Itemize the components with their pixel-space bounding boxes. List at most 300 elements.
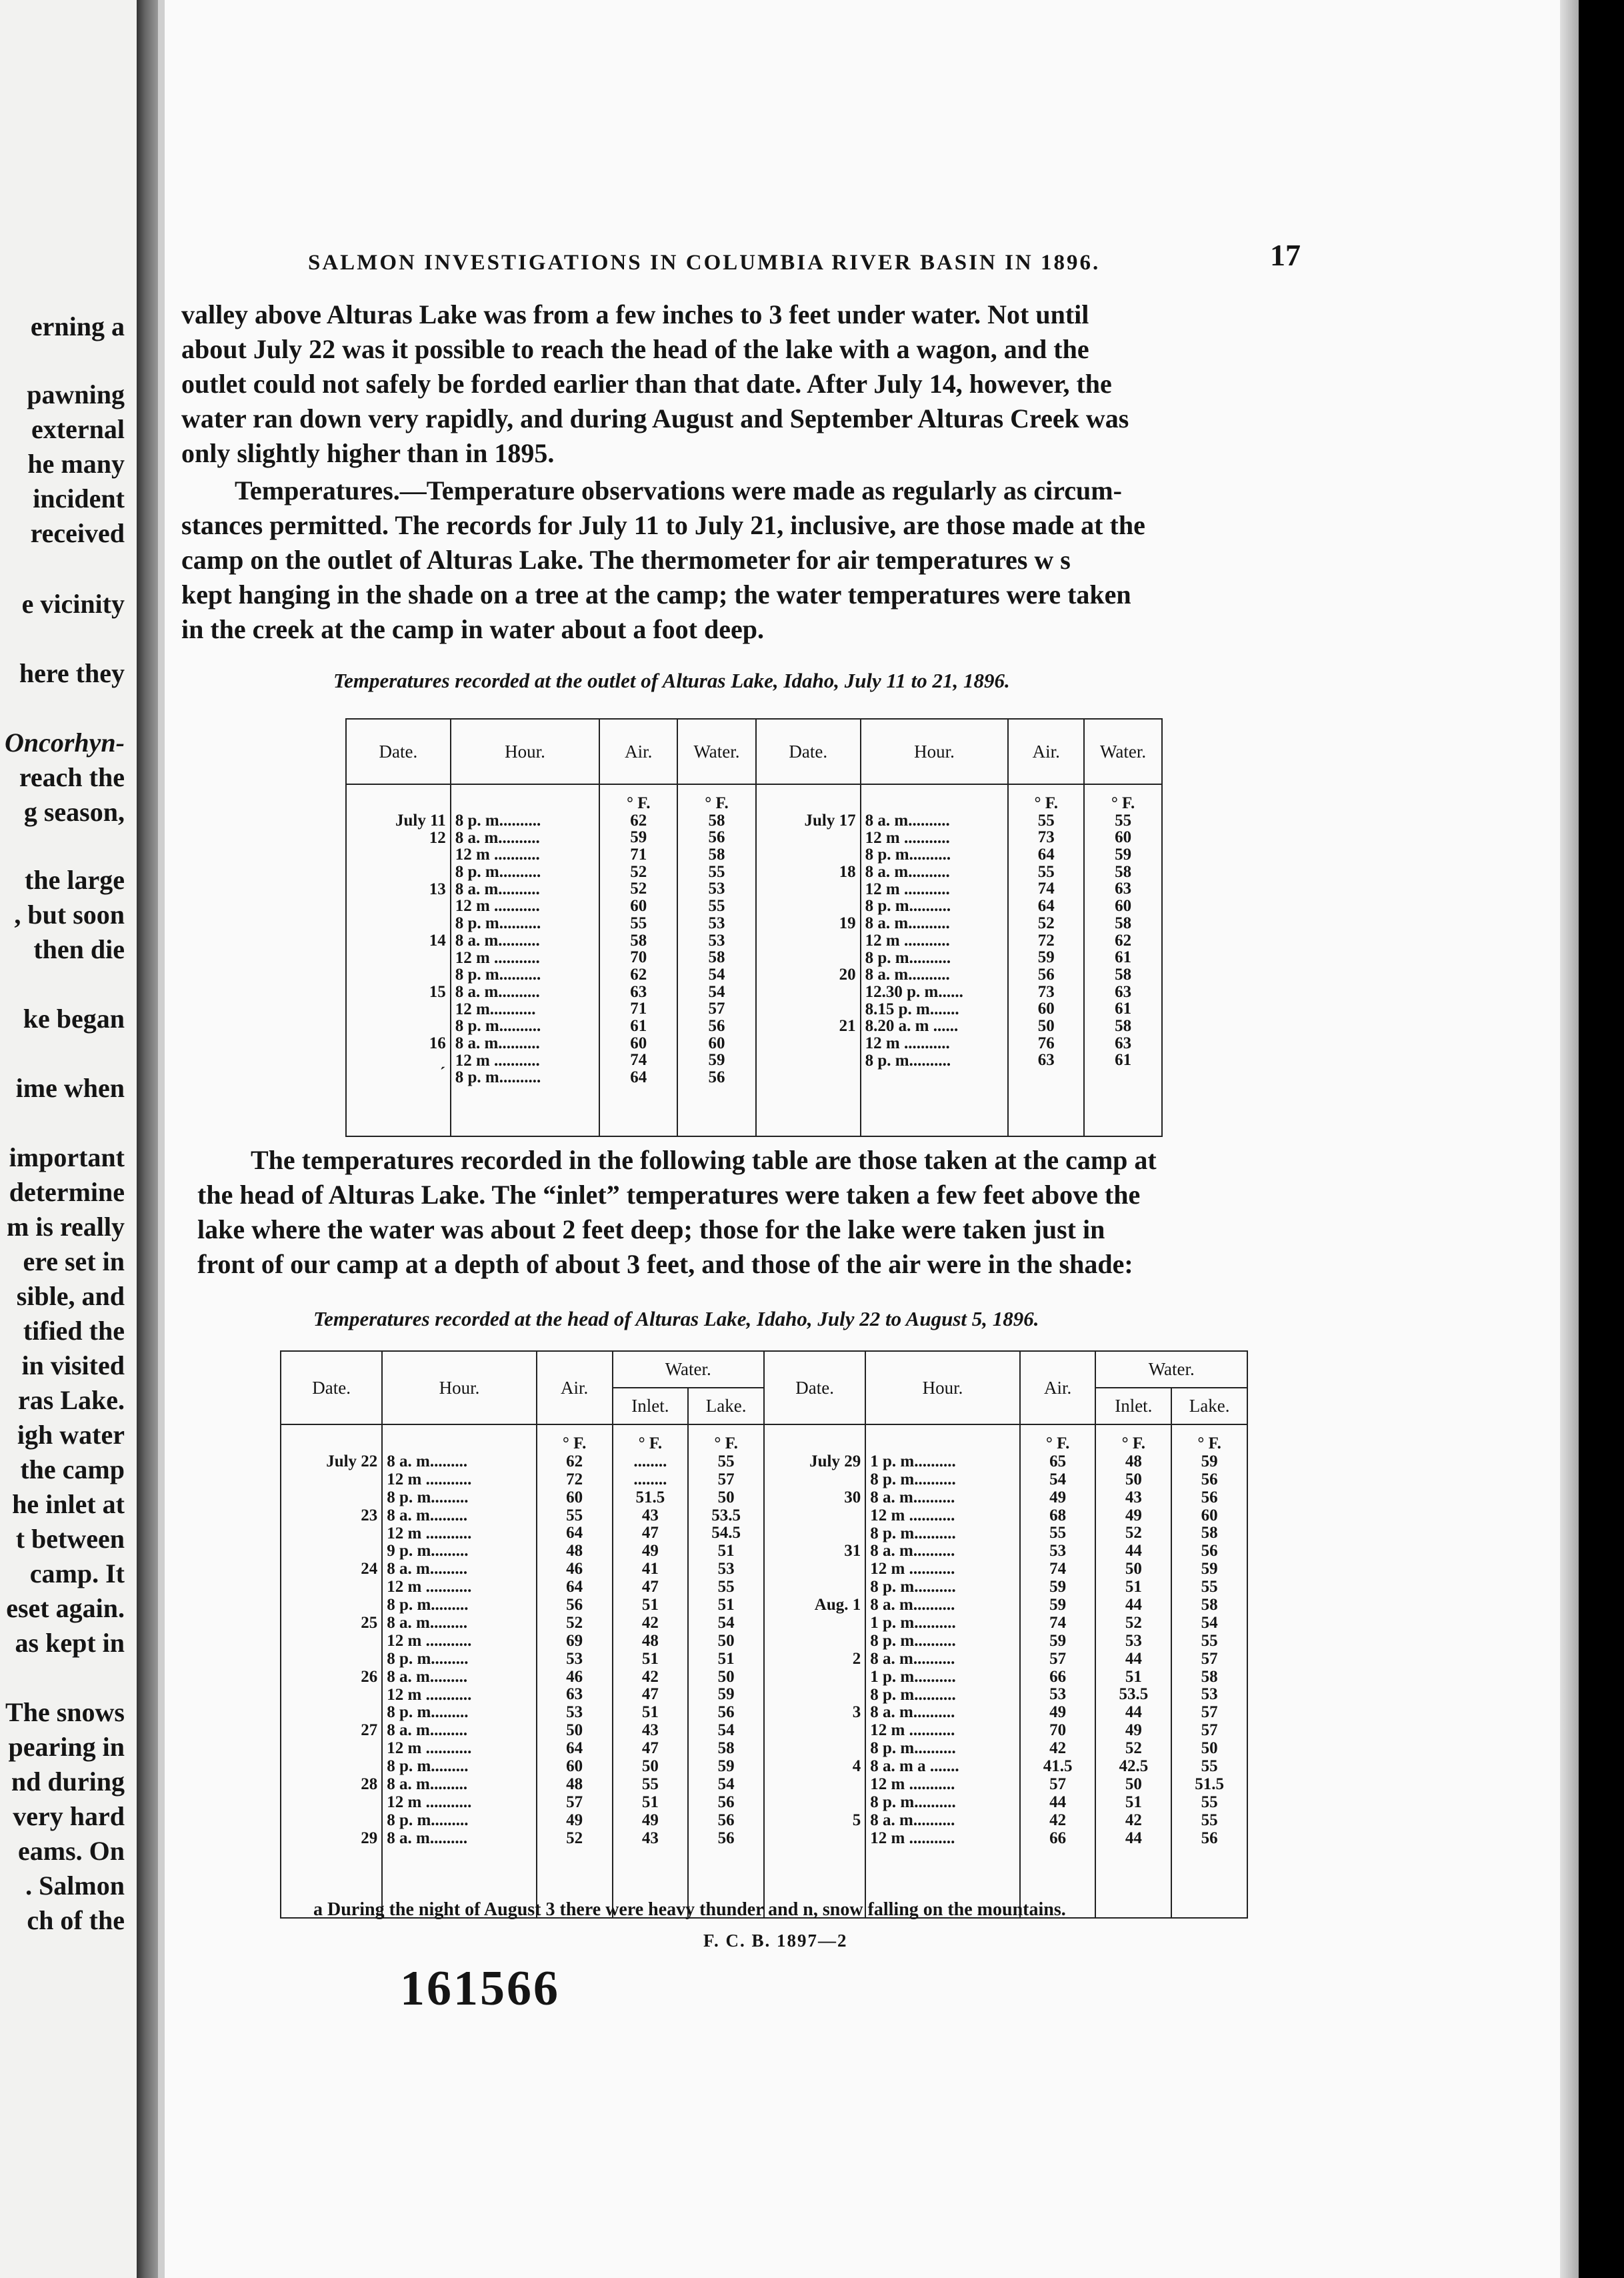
- prev-page-line: erning a: [30, 311, 125, 341]
- table-cell: 12 m ...........: [865, 880, 950, 898]
- table-cell: 66: [1049, 1667, 1067, 1686]
- table-cell: 50: [1125, 1775, 1142, 1793]
- table-cell: 8 p. m..........: [870, 1524, 956, 1542]
- table-cell: 50: [717, 1488, 735, 1506]
- table-cell: 56: [708, 1068, 725, 1086]
- table-cell: 59: [1049, 1596, 1067, 1614]
- table-cell: 8 a. m.........: [387, 1775, 468, 1794]
- table-cell: 8 p. m..........: [870, 1793, 956, 1811]
- table-cell: 55: [717, 1578, 735, 1596]
- table-cell: [351, 1069, 446, 1086]
- prev-page-line: in visited: [21, 1350, 125, 1380]
- t2-header-hour: Hour.: [382, 1351, 537, 1424]
- table-cell: 56: [1201, 1488, 1218, 1506]
- table-cell: 1 p. m..........: [870, 1452, 956, 1470]
- table-cell: 44: [1125, 1649, 1142, 1668]
- table-cell: 55: [1201, 1811, 1218, 1829]
- table-cell: 56: [717, 1811, 735, 1829]
- scan-frame: [1579, 0, 1624, 2278]
- table-cell: 12 m ...........: [387, 1685, 472, 1704]
- table-cell: 51: [641, 1703, 659, 1722]
- table-cell: 8 a. m..........: [870, 1703, 955, 1722]
- prev-page-line: eams. On: [18, 1836, 125, 1866]
- table-cell: 58: [1115, 1016, 1132, 1035]
- prev-page-line: incident: [33, 483, 125, 513]
- table-cell: 12.30 p. m......: [865, 982, 963, 1001]
- table-cell: 60: [708, 1034, 725, 1052]
- signature-mark: F. C. B. 1897—2: [703, 1931, 848, 1951]
- table-cell: 55: [1201, 1793, 1218, 1811]
- table-cell: 41.5: [1043, 1757, 1073, 1776]
- running-head: SALMON INVESTIGATIONS IN COLUMBIA RIVER BASIN IN 1896.: [308, 251, 1101, 275]
- table-cell: 8 a. m..........: [870, 1649, 955, 1668]
- t2-left-air: [537, 1424, 613, 1918]
- t2-left-dates: [281, 1424, 382, 1918]
- table-cell: 59: [1115, 846, 1132, 864]
- paragraph3-line: lake where the water was about 2 feet deep; those for the lake were taken just in: [197, 1214, 1105, 1244]
- table-cell: 58: [1115, 914, 1132, 932]
- table-cell: [769, 1507, 861, 1525]
- table-cell: 61: [1115, 948, 1132, 967]
- table-cell: 62: [630, 811, 647, 830]
- table-cell: 58: [717, 1739, 735, 1758]
- prev-page-line: , but soon: [14, 900, 125, 930]
- prev-page-line: as kept in: [15, 1628, 125, 1658]
- table-cell: 43: [641, 1721, 659, 1740]
- prev-page-line: The snows: [5, 1697, 125, 1727]
- table-cell: 71: [630, 846, 647, 864]
- table-cell: [769, 1686, 861, 1704]
- prev-page-line: e vicinity: [21, 589, 125, 619]
- table-cell: 50: [717, 1631, 735, 1650]
- table-cell: 57: [1049, 1649, 1067, 1668]
- table-cell: 8 p. m..........: [865, 1051, 951, 1070]
- t1-right-dates: [756, 784, 861, 1136]
- table-cell: [761, 830, 856, 847]
- table-cell: 51: [717, 1542, 735, 1560]
- table-cell: 58: [1115, 965, 1132, 984]
- table-cell: 58: [708, 846, 725, 864]
- table-cell: [285, 1489, 377, 1507]
- t2-header-date: Date.: [281, 1351, 382, 1424]
- table-cell: 54.5: [711, 1524, 741, 1542]
- table-cell: 51: [717, 1649, 735, 1668]
- table-cell: [769, 1794, 861, 1812]
- table-cell: 21: [839, 1017, 856, 1036]
- table-cell: 60: [1115, 897, 1132, 916]
- t1-left-hours: [451, 784, 600, 1136]
- paragraph2-line: kept hanging in the shade on a tree at the camp; the water temperatures were taken: [181, 580, 1131, 610]
- paragraph3-line: front of our camp at a depth of about 3 feet, and those of the air were in the shade:: [197, 1249, 1133, 1279]
- table-cell: 53.5: [711, 1506, 741, 1524]
- t2-right-lake: [1171, 1424, 1247, 1918]
- table-cell: 55: [708, 862, 725, 881]
- t1-header-water-2: Water.: [1084, 719, 1162, 784]
- table-cell: 8 p. m..........: [455, 1017, 541, 1036]
- table-2: [280, 1350, 1248, 1919]
- table-cell: 5: [852, 1811, 861, 1829]
- table-cell: 12 m ...........: [870, 1829, 955, 1847]
- table-cell: 54: [1049, 1470, 1067, 1488]
- prev-page-line: the large: [25, 865, 125, 895]
- table-cell: 57: [708, 1000, 725, 1018]
- table-cell: 12 m ...........: [865, 1034, 950, 1052]
- table-cell: 49: [1049, 1703, 1067, 1722]
- table-cell: 12 m ...........: [387, 1631, 472, 1650]
- table-cell: 58: [1201, 1524, 1218, 1542]
- table-cell: [761, 846, 856, 864]
- table-cell: 8 a. m..........: [870, 1488, 955, 1506]
- prev-page-line: sible, and: [16, 1281, 125, 1311]
- prev-page-line: received: [30, 518, 125, 548]
- table-cell: 64: [1037, 897, 1055, 916]
- t2-right-air: [1020, 1424, 1096, 1918]
- table-cell: 54: [717, 1613, 735, 1632]
- table-cell: [285, 1578, 377, 1596]
- table-cell: 23: [361, 1506, 378, 1524]
- unit-label: ° F.: [1045, 1434, 1070, 1452]
- previous-page-fragment: [0, 0, 137, 2278]
- prev-page-line: external: [31, 414, 125, 444]
- table-cell: 55: [630, 914, 647, 932]
- table-cell: 49: [1125, 1721, 1142, 1740]
- prev-page-line: tified the: [23, 1316, 125, 1346]
- table-cell: 12 m ...........: [865, 828, 950, 847]
- table-cell: 56: [1201, 1829, 1218, 1847]
- prev-page-line: very hard: [13, 1801, 125, 1831]
- paragraph1-line: water ran down very rapidly, and during August and September Alturas Creek was: [181, 403, 1129, 433]
- table-cell: 43: [1125, 1488, 1142, 1506]
- table-cell: ........: [633, 1452, 667, 1470]
- t2-right-dates: [764, 1424, 865, 1918]
- table-cell: 8 p. m..........: [870, 1739, 956, 1758]
- table-cell: 12 m ...........: [387, 1524, 472, 1542]
- table-cell: 25: [361, 1614, 378, 1632]
- table-cell: 53: [1049, 1685, 1067, 1704]
- table-cell: 8 a. m..........: [455, 931, 540, 950]
- table-cell: 41: [641, 1560, 659, 1578]
- table-cell: 42: [641, 1613, 659, 1632]
- table-cell: 51: [1125, 1667, 1142, 1686]
- table-cell: [351, 898, 446, 915]
- table-cell: [351, 1018, 446, 1035]
- paragraph1-line: outlet could not safely be forded earlier than that date. After July 14, however, the: [181, 369, 1112, 399]
- table-cell: 54: [1201, 1613, 1218, 1632]
- paragraph2-line: in the creek at the camp in water about a foot deep.: [181, 614, 764, 644]
- prev-page-line: ime when: [15, 1073, 125, 1103]
- table-cell: 12 m ...........: [387, 1578, 472, 1596]
- table-cell: 8 a. m..........: [865, 966, 950, 984]
- table-cell: 31: [844, 1542, 861, 1560]
- table-cell: 55: [1201, 1757, 1218, 1776]
- table-cell: 12 m ...........: [870, 1775, 955, 1794]
- table-cell: [285, 1471, 377, 1489]
- table-cell: 50: [717, 1667, 735, 1686]
- table-cell: 53: [708, 880, 725, 898]
- table-2-caption: Temperatures recorded at the head of Alturas Lake, Idaho, July 22 to August 5, 1896.: [313, 1307, 1039, 1330]
- table-cell: [769, 1614, 861, 1632]
- accession-number: 161566: [400, 1961, 560, 2016]
- table-cell: 20: [839, 966, 856, 984]
- table-cell: 8 a. m..........: [865, 863, 950, 882]
- table-cell: 61: [1115, 1051, 1132, 1070]
- table-cell: 54: [717, 1775, 735, 1793]
- table-cell: 58: [1201, 1596, 1218, 1614]
- table-cell: 43: [641, 1829, 659, 1847]
- table-cell: July 11: [395, 812, 446, 830]
- t1-header-air-2: Air.: [1008, 719, 1084, 784]
- table-cell: July 29: [809, 1452, 861, 1470]
- table-cell: 56: [1201, 1542, 1218, 1560]
- table-cell: 57: [1201, 1703, 1218, 1722]
- prev-page-line: determine: [9, 1177, 125, 1207]
- prev-page-line: m is really: [6, 1212, 125, 1242]
- prev-page-line: reach the: [19, 762, 125, 792]
- table-cell: 8 p. m..........: [455, 914, 541, 933]
- page-edge: [1560, 0, 1579, 2278]
- table-cell: 58: [708, 948, 725, 967]
- table-cell: 8 p. m.........: [387, 1811, 469, 1829]
- table-cell: 15: [429, 982, 446, 1001]
- table-cell: 8 a. m..........: [455, 828, 540, 847]
- table-cell: 63: [1115, 880, 1132, 898]
- table-cell: 2: [852, 1649, 861, 1668]
- table-cell: 48: [1125, 1452, 1142, 1470]
- prev-page-line: ch of the: [27, 1905, 125, 1935]
- paragraph2-line: stances permitted. The records for July 11 to July 21, inclusive, are those made at the: [181, 510, 1145, 540]
- t2-header-air: Air.: [537, 1351, 613, 1424]
- table-cell: 8 a. m.........: [387, 1560, 468, 1578]
- table-cell: 70: [630, 948, 647, 967]
- table-cell: 52: [1125, 1613, 1142, 1632]
- table-cell: 55: [1115, 811, 1132, 830]
- table-cell: [285, 1794, 377, 1812]
- table-cell: 59: [708, 1051, 725, 1070]
- table-cell: [769, 1740, 861, 1758]
- table-cell: 66: [1049, 1829, 1067, 1847]
- table-cell: 8 p. m.........: [387, 1596, 469, 1614]
- table-cell: 60: [566, 1757, 583, 1776]
- table-cell: 51: [641, 1596, 659, 1614]
- table-cell: 59: [717, 1685, 735, 1704]
- table-cell: 8 p. m..........: [870, 1685, 956, 1704]
- table-cell: 60: [630, 1034, 647, 1052]
- table-cell: 8 a. m..........: [455, 982, 540, 1001]
- table-cell: 55: [1201, 1578, 1218, 1596]
- table-cell: [351, 1001, 446, 1018]
- table-cell: 48: [641, 1631, 659, 1650]
- table-cell: 72: [1037, 931, 1055, 950]
- table-cell: [769, 1471, 861, 1489]
- table-cell: 8 a. m..........: [870, 1542, 955, 1560]
- paragraph1-line: valley above Alturas Lake was from a few inches to 3 feet under water. Not until: [181, 299, 1089, 329]
- table-cell: 52: [1125, 1739, 1142, 1758]
- table-cell: 52: [630, 880, 647, 898]
- table-cell: 56: [708, 1016, 725, 1035]
- unit-label: ° F.: [627, 794, 651, 812]
- prev-page-line: the camp: [20, 1454, 125, 1484]
- table-cell: [285, 1686, 377, 1704]
- table-cell: [769, 1776, 861, 1794]
- table-cell: July 17: [804, 812, 856, 830]
- table-cell: 42.5: [1119, 1757, 1149, 1776]
- table-cell: 12 m ...........: [870, 1506, 955, 1524]
- table-cell: 72: [566, 1470, 583, 1488]
- table-cell: 8 a. m.........: [387, 1667, 468, 1686]
- table-cell: 63: [630, 982, 647, 1001]
- t1-right-water: [1084, 784, 1162, 1136]
- prev-page-line: nd during: [11, 1767, 125, 1797]
- prev-page-line: Oncorhyn-: [4, 728, 125, 758]
- table-cell: [761, 898, 856, 915]
- table-cell: 55: [708, 897, 725, 916]
- t2-header-inlet: Inlet.: [613, 1388, 689, 1424]
- t1-header-water: Water.: [677, 719, 756, 784]
- table-cell: 62: [566, 1452, 583, 1470]
- table-cell: 46: [566, 1667, 583, 1686]
- table-cell: 30: [844, 1488, 861, 1506]
- table-cell: 53: [717, 1560, 735, 1578]
- table-cell: [351, 966, 446, 984]
- unit-label: ° F.: [1034, 794, 1058, 812]
- table-cell: 59: [717, 1757, 735, 1776]
- t2-left-hours: [382, 1424, 537, 1918]
- table-cell: 59: [630, 828, 647, 847]
- table-cell: 55: [717, 1452, 735, 1470]
- table-cell: 64: [630, 1068, 647, 1086]
- table-cell: 8 a. m..........: [870, 1596, 955, 1614]
- table-cell: 63: [1037, 1051, 1055, 1070]
- table-cell: 64: [566, 1524, 583, 1542]
- table-cell: 69: [566, 1631, 583, 1650]
- table-cell: [761, 1035, 856, 1052]
- table-cell: 29: [361, 1829, 378, 1847]
- table-cell: [769, 1632, 861, 1650]
- prev-page-line: pearing in: [8, 1732, 125, 1762]
- prev-page-line: pawning: [27, 379, 125, 409]
- table-cell: 50: [1201, 1739, 1218, 1758]
- table-cell: 63: [1115, 982, 1132, 1001]
- table-cell: 44: [1125, 1703, 1142, 1722]
- table-cell: [351, 846, 446, 864]
- paragraph1-line: about July 22 was it possible to reach the head of the lake with a wagon, and the: [181, 334, 1089, 364]
- table-cell: 53: [1201, 1685, 1218, 1704]
- table-cell: 51.5: [1195, 1775, 1224, 1793]
- prev-page-line: igh water: [17, 1420, 125, 1450]
- table-cell: July 22: [326, 1452, 378, 1470]
- table-cell: 51: [641, 1649, 659, 1668]
- table-cell: [285, 1704, 377, 1722]
- table-cell: 53: [1049, 1542, 1067, 1560]
- table-cell: 53: [566, 1703, 583, 1722]
- t2-header-air-2: Air.: [1020, 1351, 1096, 1424]
- t1-header-date-2: Date.: [756, 719, 861, 784]
- table-cell: 49: [566, 1811, 583, 1829]
- table-cell: 8 a. m..........: [870, 1811, 955, 1829]
- table-cell: [285, 1740, 377, 1758]
- table-cell: 50: [566, 1721, 583, 1740]
- table-cell: 58: [1201, 1667, 1218, 1686]
- table-cell: [769, 1560, 861, 1578]
- table-cell: [769, 1830, 861, 1848]
- table-cell: 58: [708, 811, 725, 830]
- table-cell: 8.15 p. m.......: [865, 1000, 959, 1018]
- prev-page-line: g season,: [23, 797, 125, 827]
- prev-page-line: . Salmon: [25, 1871, 125, 1901]
- table-cell: 74: [630, 1051, 647, 1070]
- table-cell: 1 p. m..........: [870, 1614, 956, 1632]
- table-cell: 18: [839, 863, 856, 882]
- table-cell: 8 p. m..........: [455, 966, 541, 984]
- table-cell: 62: [630, 965, 647, 984]
- table-cell: 8.20 a. m ......: [865, 1017, 959, 1036]
- table-cell: 46: [566, 1560, 583, 1578]
- table-cell: 48: [566, 1542, 583, 1560]
- table-cell: 8 a. m.........: [387, 1829, 468, 1847]
- table-cell: [285, 1812, 377, 1830]
- table-cell: 51: [1125, 1578, 1142, 1596]
- table-cell: 8 p. m..........: [455, 863, 541, 882]
- table-cell: [285, 1758, 377, 1776]
- table-cell: 8 p. m..........: [455, 1068, 541, 1087]
- table-cell: 60: [1201, 1506, 1218, 1524]
- table-cell: [285, 1525, 377, 1543]
- table-cell: [351, 915, 446, 932]
- table-cell: 12 m...........: [455, 1000, 536, 1018]
- table-cell: [285, 1632, 377, 1650]
- table-cell: 8 a. m..........: [865, 914, 950, 933]
- table-cell: 55: [566, 1506, 583, 1524]
- table-cell: 56: [717, 1793, 735, 1811]
- table-cell: 12 m ...........: [455, 897, 540, 916]
- table-cell: 12 m ...........: [387, 1470, 472, 1488]
- book-gutter: [137, 0, 158, 2278]
- table-cell: 47: [641, 1739, 659, 1758]
- t2-right-hours: [865, 1424, 1020, 1918]
- prev-page-line: eset again.: [6, 1593, 125, 1623]
- paragraph2-line: Temperatures.—Temperature observations were made as regularly as circum-: [235, 475, 1122, 505]
- table-cell: 51: [717, 1596, 735, 1614]
- table-cell: 52: [1037, 914, 1055, 932]
- table-cell: 8 a. m.........: [387, 1614, 468, 1632]
- table-cell: 28: [361, 1775, 378, 1794]
- table-cell: 8 p. m.........: [387, 1757, 469, 1776]
- table-cell: 54: [708, 982, 725, 1001]
- table-cell: 55: [1049, 1524, 1067, 1542]
- table-cell: 12 m ...........: [870, 1721, 955, 1740]
- table-cell: 73: [1037, 828, 1055, 847]
- table-cell: 8 p. m..........: [865, 897, 951, 916]
- t1-left-dates: [346, 784, 451, 1136]
- paragraph3-line: the head of Alturas Lake. The “inlet” temperatures were taken a few feet above the: [197, 1180, 1141, 1210]
- table-cell: 61: [630, 1016, 647, 1035]
- table-cell: 19: [839, 914, 856, 933]
- table-cell: [761, 932, 856, 950]
- prev-page-line: he inlet at: [12, 1489, 125, 1519]
- t1-header-air: Air.: [599, 719, 677, 784]
- table-cell: 42: [1049, 1811, 1067, 1829]
- table-cell: 24: [361, 1560, 378, 1578]
- table-cell: 42: [1125, 1811, 1142, 1829]
- table-cell: 52: [566, 1613, 583, 1632]
- table-cell: 16: [429, 1034, 446, 1052]
- table-cell: 55: [641, 1775, 659, 1793]
- table-cell: [761, 881, 856, 898]
- t1-header-hour: Hour.: [451, 719, 600, 784]
- table-cell: [285, 1650, 377, 1668]
- table-cell: 58: [630, 931, 647, 950]
- table-cell: 12 m ...........: [455, 1051, 540, 1070]
